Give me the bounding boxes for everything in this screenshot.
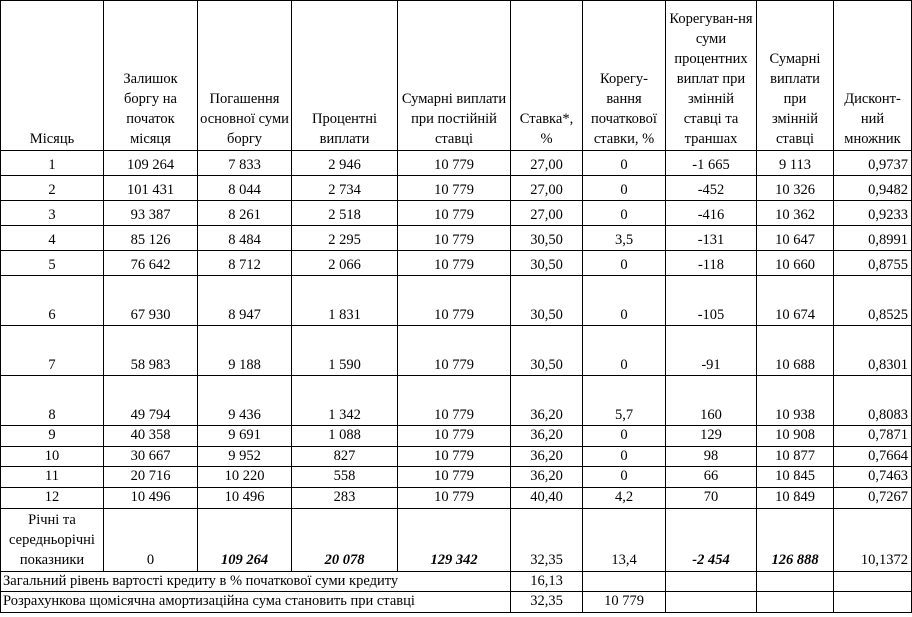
cell-total-variable: 10 660 <box>757 251 834 276</box>
cell-interest: 283 <box>292 487 398 508</box>
cell-principal: 10 220 <box>198 467 292 488</box>
cell-rate-adjustment: 0 <box>583 176 666 201</box>
cell-interest-adjustment: 160 <box>666 376 757 426</box>
cell-balance: 20 716 <box>104 467 198 488</box>
cell-principal: 8 261 <box>198 201 292 226</box>
cell-total-variable: 10 877 <box>757 446 834 467</box>
totals-interest-adjustment: -2 454 <box>666 508 757 571</box>
cell-rate: 30,50 <box>511 226 583 251</box>
header-balance: Залишок боргу на початок місяця <box>104 1 198 151</box>
empty-cell <box>757 592 834 613</box>
cell-interest: 1 831 <box>292 276 398 326</box>
cell-balance: 85 126 <box>104 226 198 251</box>
cell-rate-adjustment: 0 <box>583 201 666 226</box>
cell-rate-adjustment: 3,5 <box>583 226 666 251</box>
empty-cell <box>757 571 834 592</box>
cell-balance: 58 983 <box>104 326 198 376</box>
cell-interest-adjustment: -131 <box>666 226 757 251</box>
cell-rate: 27,00 <box>511 151 583 176</box>
cell-rate-adjustment: 5,7 <box>583 376 666 426</box>
cell-interest: 2 734 <box>292 176 398 201</box>
cell-interest-adjustment: -452 <box>666 176 757 201</box>
summary-value: 32,35 <box>511 592 583 613</box>
cell-interest-adjustment: -105 <box>666 276 757 326</box>
cell-balance: 67 930 <box>104 276 198 326</box>
cell-rate-adjustment: 0 <box>583 151 666 176</box>
empty-cell <box>666 571 757 592</box>
table-row <box>1 467 912 488</box>
summary-label: Розрахункова щомісячна амортизаційна сума становить при ставці <box>1 592 511 613</box>
table-row <box>1 446 912 467</box>
cell-balance: 109 264 <box>104 151 198 176</box>
summary-extra <box>583 571 666 592</box>
cell-interest: 2 066 <box>292 251 398 276</box>
summary-row <box>1 592 912 613</box>
cell-interest-adjustment: 129 <box>666 426 757 447</box>
cell-total-variable: 10 326 <box>757 176 834 201</box>
table-row <box>1 226 912 251</box>
cell-rate-adjustment: 0 <box>583 276 666 326</box>
cell-discount: 0,8525 <box>834 276 912 326</box>
cell-interest: 2 946 <box>292 151 398 176</box>
cell-balance: 10 496 <box>104 487 198 508</box>
cell-rate-adjustment: 4,2 <box>583 487 666 508</box>
cell-total-variable: 10 938 <box>757 376 834 426</box>
cell-total-fixed: 10 779 <box>398 226 511 251</box>
table-row <box>1 151 912 176</box>
cell-principal: 8 484 <box>198 226 292 251</box>
cell-interest-adjustment: -118 <box>666 251 757 276</box>
cell-month: 1 <box>1 151 104 176</box>
cell-month: 3 <box>1 201 104 226</box>
totals-total-fixed: 129 342 <box>398 508 511 571</box>
cell-total-variable: 10 647 <box>757 226 834 251</box>
cell-discount: 0,9737 <box>834 151 912 176</box>
cell-principal: 8 712 <box>198 251 292 276</box>
cell-total-fixed: 10 779 <box>398 176 511 201</box>
cell-total-fixed: 10 779 <box>398 426 511 447</box>
cell-principal: 8 947 <box>198 276 292 326</box>
cell-total-variable: 10 908 <box>757 426 834 447</box>
cell-total-variable: 10 849 <box>757 487 834 508</box>
table-row <box>1 201 912 226</box>
cell-rate-adjustment: 0 <box>583 467 666 488</box>
cell-discount: 0,7267 <box>834 487 912 508</box>
cell-total-fixed: 10 779 <box>398 376 511 426</box>
header-principal: Погашення основної суми боргу <box>198 1 292 151</box>
cell-interest: 1 088 <box>292 426 398 447</box>
cell-rate: 36,20 <box>511 446 583 467</box>
cell-rate: 30,50 <box>511 276 583 326</box>
cell-rate: 30,50 <box>511 326 583 376</box>
totals-discount: 10,1372 <box>834 508 912 571</box>
cell-total-fixed: 10 779 <box>398 276 511 326</box>
header-row <box>1 1 912 151</box>
cell-total-fixed: 10 779 <box>398 446 511 467</box>
cell-month: 12 <box>1 487 104 508</box>
cell-balance: 49 794 <box>104 376 198 426</box>
cell-discount: 0,7463 <box>834 467 912 488</box>
cell-total-fixed: 10 779 <box>398 251 511 276</box>
header-rate-adjustment: Корегу-вання початкової ставки, % <box>583 1 666 151</box>
cell-principal: 10 496 <box>198 487 292 508</box>
table-row <box>1 376 912 426</box>
cell-principal: 9 952 <box>198 446 292 467</box>
cell-interest: 827 <box>292 446 398 467</box>
cell-interest-adjustment: 98 <box>666 446 757 467</box>
table-body <box>1 1 912 613</box>
header-interest-adjustment: Корегуван-ня суми процентних виплат при змінній ставці та траншах <box>666 1 757 151</box>
table-row <box>1 276 912 326</box>
table-row <box>1 251 912 276</box>
cell-total-fixed: 10 779 <box>398 326 511 376</box>
summary-extra: 10 779 <box>583 592 666 613</box>
cell-rate-adjustment: 0 <box>583 326 666 376</box>
cell-principal: 9 436 <box>198 376 292 426</box>
cell-principal: 7 833 <box>198 151 292 176</box>
cell-total-fixed: 10 779 <box>398 487 511 508</box>
cell-principal: 9 188 <box>198 326 292 376</box>
cell-rate: 36,20 <box>511 376 583 426</box>
cell-interest: 2 295 <box>292 226 398 251</box>
header-month: Місяць <box>1 1 104 151</box>
cell-total-fixed: 10 779 <box>398 201 511 226</box>
cell-discount: 0,9482 <box>834 176 912 201</box>
header-total-fixed: Сумарні виплати при постійній ставці <box>398 1 511 151</box>
cell-interest-adjustment: -1 665 <box>666 151 757 176</box>
cell-rate: 27,00 <box>511 176 583 201</box>
cell-balance: 93 387 <box>104 201 198 226</box>
totals-balance: 0 <box>104 508 198 571</box>
cell-total-variable: 10 845 <box>757 467 834 488</box>
cell-interest: 1 590 <box>292 326 398 376</box>
cell-rate-adjustment: 0 <box>583 251 666 276</box>
cell-total-variable: 10 688 <box>757 326 834 376</box>
cell-total-fixed: 10 779 <box>398 151 511 176</box>
cell-month: 5 <box>1 251 104 276</box>
cell-balance: 40 358 <box>104 426 198 447</box>
totals-rate: 32,35 <box>511 508 583 571</box>
cell-rate: 36,20 <box>511 467 583 488</box>
cell-balance: 101 431 <box>104 176 198 201</box>
table-row <box>1 176 912 201</box>
cell-interest: 2 518 <box>292 201 398 226</box>
header-total-variable: Сумарні виплати при змінній ставці <box>757 1 834 151</box>
totals-principal: 109 264 <box>198 508 292 571</box>
cell-balance: 76 642 <box>104 251 198 276</box>
cell-rate: 30,50 <box>511 251 583 276</box>
cell-total-variable: 9 113 <box>757 151 834 176</box>
cell-month: 9 <box>1 426 104 447</box>
empty-cell <box>834 571 912 592</box>
cell-principal: 8 044 <box>198 176 292 201</box>
cell-interest-adjustment: 66 <box>666 467 757 488</box>
cell-discount: 0,8301 <box>834 326 912 376</box>
cell-month: 2 <box>1 176 104 201</box>
cell-total-variable: 10 362 <box>757 201 834 226</box>
header-rate: Ставка*, % <box>511 1 583 151</box>
cell-month: 8 <box>1 376 104 426</box>
cell-month: 10 <box>1 446 104 467</box>
cell-discount: 0,7664 <box>834 446 912 467</box>
totals-row <box>1 508 912 571</box>
totals-label: Річні та середньорічні показники <box>1 508 104 571</box>
cell-interest-adjustment: -416 <box>666 201 757 226</box>
cell-balance: 30 667 <box>104 446 198 467</box>
cell-interest-adjustment: 70 <box>666 487 757 508</box>
cell-total-fixed: 10 779 <box>398 467 511 488</box>
table-row <box>1 326 912 376</box>
cell-rate: 27,00 <box>511 201 583 226</box>
empty-cell <box>666 592 757 613</box>
header-discount: Дисконт-ний множник <box>834 1 912 151</box>
cell-rate: 36,20 <box>511 426 583 447</box>
totals-interest: 20 078 <box>292 508 398 571</box>
cell-interest: 558 <box>292 467 398 488</box>
cell-rate-adjustment: 0 <box>583 426 666 447</box>
table-row <box>1 487 912 508</box>
cell-rate: 40,40 <box>511 487 583 508</box>
cell-discount: 0,7871 <box>834 426 912 447</box>
summary-value: 16,13 <box>511 571 583 592</box>
summary-row <box>1 571 912 592</box>
cell-discount: 0,8991 <box>834 226 912 251</box>
cell-interest: 1 342 <box>292 376 398 426</box>
header-interest: Процентні виплати <box>292 1 398 151</box>
cell-rate-adjustment: 0 <box>583 446 666 467</box>
cell-principal: 9 691 <box>198 426 292 447</box>
cell-discount: 0,8755 <box>834 251 912 276</box>
summary-label: Загальний рівень вартості кредиту в % початкової суми кредиту <box>1 571 511 592</box>
totals-total-variable: 126 888 <box>757 508 834 571</box>
cell-interest-adjustment: -91 <box>666 326 757 376</box>
totals-rate-adjustment: 13,4 <box>583 508 666 571</box>
cell-discount: 0,8083 <box>834 376 912 426</box>
empty-cell <box>834 592 912 613</box>
table-row <box>1 426 912 447</box>
cell-total-variable: 10 674 <box>757 276 834 326</box>
cell-month: 7 <box>1 326 104 376</box>
cell-discount: 0,9233 <box>834 201 912 226</box>
cell-month: 6 <box>1 276 104 326</box>
cell-month: 4 <box>1 226 104 251</box>
cell-month: 11 <box>1 467 104 488</box>
